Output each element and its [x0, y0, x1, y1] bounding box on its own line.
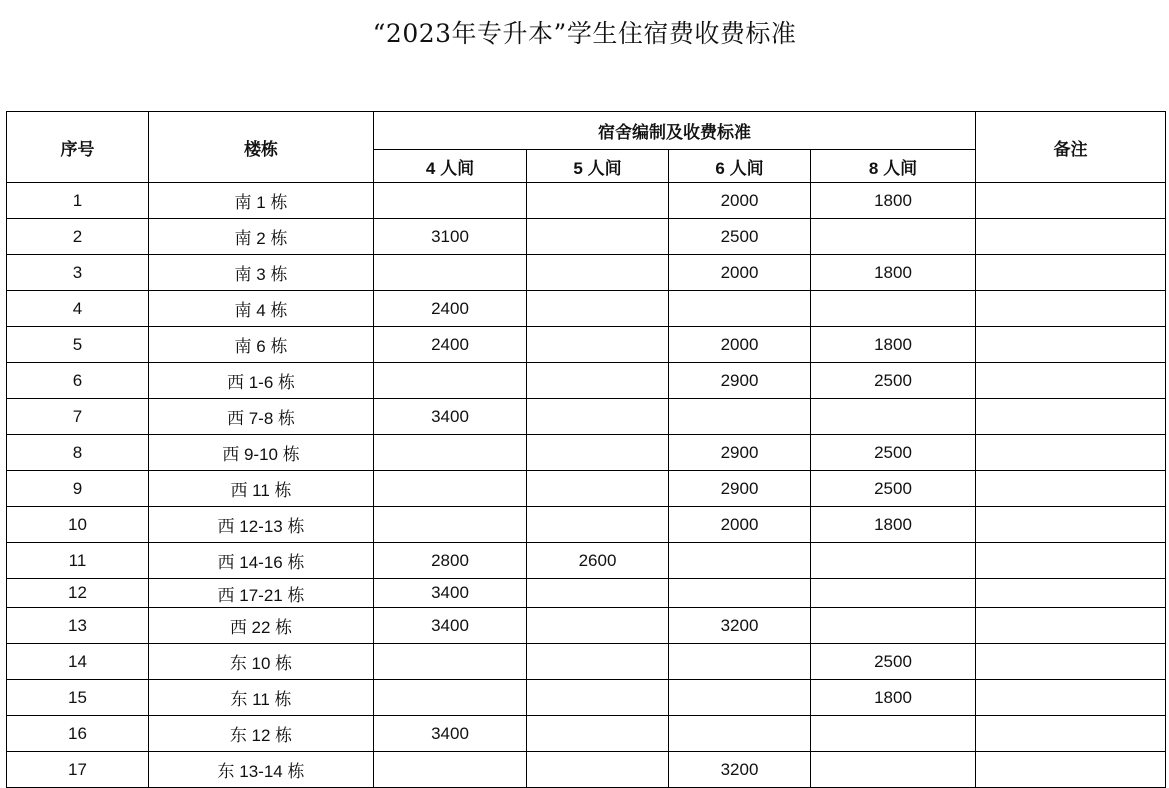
cell-room-5: [527, 363, 669, 399]
cell-room-8: 1800: [811, 255, 976, 291]
cell-remark: [976, 291, 1166, 327]
cell-room-5: [527, 219, 669, 255]
cell-room-6: [669, 291, 811, 327]
cell-seq: 1: [7, 183, 149, 219]
cell-building: 南 2 栋: [149, 219, 374, 255]
cell-room-4: [374, 435, 527, 471]
cell-room-6: [669, 680, 811, 716]
header-seq: 序号: [7, 112, 149, 183]
cell-remark: [976, 219, 1166, 255]
cell-room-4: [374, 507, 527, 543]
table-row: [7, 291, 1166, 327]
cell-building: 西 11 栋: [149, 471, 374, 507]
cell-room-4: [374, 363, 527, 399]
table-row: [7, 471, 1166, 507]
cell-seq: 15: [7, 680, 149, 716]
cell-building: 南 4 栋: [149, 291, 374, 327]
cell-room-4: 2400: [374, 327, 527, 363]
cell-room-5: [527, 680, 669, 716]
table-row: [7, 543, 1166, 579]
cell-room-8: [811, 752, 976, 788]
cell-remark: [976, 399, 1166, 435]
cell-room-5: [527, 399, 669, 435]
table-row: [7, 435, 1166, 471]
header-room-6: 6 人间: [669, 150, 811, 183]
cell-building: 东 10 栋: [149, 644, 374, 680]
cell-room-4: [374, 752, 527, 788]
cell-room-6: 2900: [669, 471, 811, 507]
cell-seq: 4: [7, 291, 149, 327]
table-body: [7, 183, 1166, 788]
table-row: [7, 680, 1166, 716]
cell-room-8: 2500: [811, 363, 976, 399]
cell-room-8: 1800: [811, 327, 976, 363]
cell-room-8: 2500: [811, 471, 976, 507]
cell-room-6: 2000: [669, 255, 811, 291]
cell-room-4: [374, 255, 527, 291]
cell-remark: [976, 507, 1166, 543]
header-room-8: 8 人间: [811, 150, 976, 183]
table-row: [7, 507, 1166, 543]
header-remark: 备注: [976, 112, 1166, 183]
cell-room-6: 3200: [669, 608, 811, 644]
header-building: 楼栋: [149, 112, 374, 183]
cell-room-8: 1800: [811, 507, 976, 543]
cell-room-6: 2900: [669, 363, 811, 399]
cell-room-8: [811, 543, 976, 579]
cell-room-8: 1800: [811, 183, 976, 219]
cell-room-8: [811, 716, 976, 752]
cell-building: 西 14-16 栋: [149, 543, 374, 579]
cell-room-6: [669, 716, 811, 752]
cell-room-6: 2000: [669, 327, 811, 363]
cell-room-4: 3400: [374, 399, 527, 435]
cell-room-6: 3200: [669, 752, 811, 788]
cell-room-5: [527, 291, 669, 327]
cell-building: 南 3 栋: [149, 255, 374, 291]
cell-room-8: 1800: [811, 680, 976, 716]
cell-seq: 6: [7, 363, 149, 399]
cell-room-5: [527, 435, 669, 471]
cell-room-6: [669, 644, 811, 680]
header-room-5: 5 人间: [527, 150, 669, 183]
cell-room-4: 2800: [374, 543, 527, 579]
cell-building: 西 12-13 栋: [149, 507, 374, 543]
cell-building: 西 22 栋: [149, 608, 374, 644]
cell-building: 南 1 栋: [149, 183, 374, 219]
cell-remark: [976, 644, 1166, 680]
cell-building: 东 12 栋: [149, 716, 374, 752]
cell-room-5: [527, 507, 669, 543]
cell-seq: 3: [7, 255, 149, 291]
cell-remark: [976, 363, 1166, 399]
cell-room-8: [811, 399, 976, 435]
cell-room-4: [374, 680, 527, 716]
cell-remark: [976, 716, 1166, 752]
cell-room-5: [527, 752, 669, 788]
cell-room-8: [811, 579, 976, 608]
cell-remark: [976, 435, 1166, 471]
cell-seq: 5: [7, 327, 149, 363]
table-row: [7, 399, 1166, 435]
cell-room-8: [811, 291, 976, 327]
cell-building: 东 11 栋: [149, 680, 374, 716]
cell-room-8: [811, 608, 976, 644]
cell-room-5: [527, 255, 669, 291]
cell-room-5: [527, 327, 669, 363]
cell-room-5: [527, 471, 669, 507]
cell-seq: 10: [7, 507, 149, 543]
cell-remark: [976, 183, 1166, 219]
cell-seq: 12: [7, 579, 149, 608]
cell-remark: [976, 608, 1166, 644]
cell-room-6: 2500: [669, 219, 811, 255]
cell-building: 西 17-21 栋: [149, 579, 374, 608]
cell-room-4: 3100: [374, 219, 527, 255]
cell-room-8: [811, 219, 976, 255]
cell-seq: 14: [7, 644, 149, 680]
cell-seq: 8: [7, 435, 149, 471]
table-row: [7, 219, 1166, 255]
cell-remark: [976, 327, 1166, 363]
cell-room-6: 2000: [669, 507, 811, 543]
header-room-4: 4 人间: [374, 150, 527, 183]
cell-room-8: 2500: [811, 435, 976, 471]
table-header: [7, 112, 1166, 183]
cell-building: 西 9-10 栋: [149, 435, 374, 471]
cell-room-4: 2400: [374, 291, 527, 327]
cell-building: 南 6 栋: [149, 327, 374, 363]
cell-seq: 7: [7, 399, 149, 435]
cell-seq: 2: [7, 219, 149, 255]
cell-remark: [976, 579, 1166, 608]
cell-room-5: 2600: [527, 543, 669, 579]
cell-remark: [976, 680, 1166, 716]
cell-building: 西 7-8 栋: [149, 399, 374, 435]
cell-room-5: [527, 183, 669, 219]
cell-room-6: [669, 543, 811, 579]
table-row: [7, 327, 1166, 363]
cell-room-6: [669, 579, 811, 608]
table-row: [7, 644, 1166, 680]
cell-seq: 11: [7, 543, 149, 579]
table-row: [7, 608, 1166, 644]
cell-seq: 13: [7, 608, 149, 644]
cell-seq: 17: [7, 752, 149, 788]
cell-room-6: [669, 399, 811, 435]
table-row: [7, 752, 1166, 788]
cell-remark: [976, 543, 1166, 579]
cell-room-6: 2000: [669, 183, 811, 219]
cell-room-4: 3400: [374, 579, 527, 608]
cell-room-4: [374, 183, 527, 219]
cell-remark: [976, 752, 1166, 788]
cell-room-6: 2900: [669, 435, 811, 471]
page-title: “2023年专升本”学生住宿费收费标准: [372, 19, 797, 48]
cell-room-5: [527, 579, 669, 608]
fee-table: [6, 111, 1166, 788]
cell-building: 东 13-14 栋: [149, 752, 374, 788]
cell-remark: [976, 255, 1166, 291]
table-row: [7, 255, 1166, 291]
cell-room-4: [374, 471, 527, 507]
table-row: [7, 716, 1166, 752]
cell-building: 西 1-6 栋: [149, 363, 374, 399]
cell-room-4: [374, 644, 527, 680]
cell-remark: [976, 471, 1166, 507]
cell-room-5: [527, 716, 669, 752]
cell-seq: 9: [7, 471, 149, 507]
table-row: [7, 363, 1166, 399]
table-row: [7, 183, 1166, 219]
cell-room-8: 2500: [811, 644, 976, 680]
cell-room-4: 3400: [374, 608, 527, 644]
cell-room-5: [527, 608, 669, 644]
cell-seq: 16: [7, 716, 149, 752]
cell-room-4: 3400: [374, 716, 527, 752]
cell-room-5: [527, 644, 669, 680]
header-group: 宿舍编制及收费标准: [374, 112, 976, 150]
table-row: [7, 579, 1166, 608]
